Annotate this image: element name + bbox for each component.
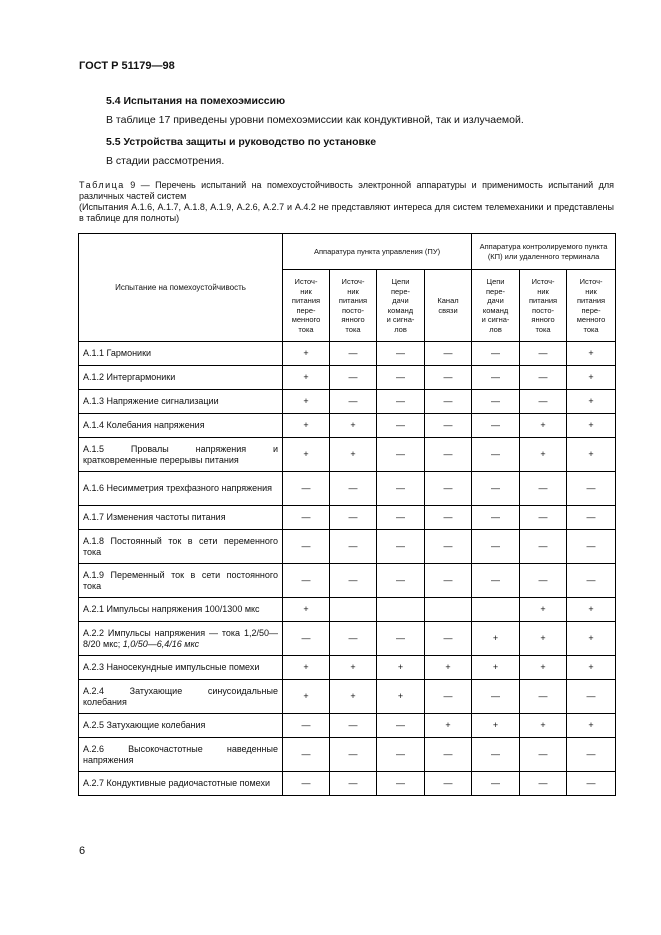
value-cell: + xyxy=(283,598,330,622)
row-label-text: А.1.8 Постоянный ток в сети переменного тока xyxy=(83,535,278,557)
row-label xyxy=(79,414,283,438)
value-cell: — xyxy=(377,366,425,390)
value-cell: — xyxy=(283,714,330,738)
table-row xyxy=(79,598,616,622)
value-cell: — xyxy=(330,772,377,796)
value-cell: + xyxy=(520,714,567,738)
value-cell: — xyxy=(520,564,567,598)
value-cell: — xyxy=(472,680,520,714)
section-5-4-text: В таблице 17 приведены уровни помехоэмиссии как кондуктивной, так и излучаемой. xyxy=(106,114,524,126)
value-cell: — xyxy=(425,564,472,598)
value-cell: + xyxy=(283,390,330,414)
row-label xyxy=(79,530,283,564)
value-cell: — xyxy=(377,472,425,506)
row-label xyxy=(79,714,283,738)
header-test-name: Испытание на помехоустойчивость xyxy=(79,234,283,342)
row-label xyxy=(79,366,283,390)
row-label xyxy=(79,342,283,366)
value-cell: + xyxy=(283,438,330,472)
row-label xyxy=(79,506,283,530)
subheader-cell: Цепи пере- дачи команд и сигна- лов xyxy=(377,270,425,342)
value-cell: — xyxy=(283,472,330,506)
value-cell: + xyxy=(567,342,616,366)
value-cell: + xyxy=(472,714,520,738)
table-row xyxy=(79,438,616,472)
value-cell: — xyxy=(377,772,425,796)
value-cell: + xyxy=(472,656,520,680)
row-label-text: А.2.3 Наносекундные импульсные помехи xyxy=(83,662,260,672)
value-cell: + xyxy=(520,414,567,438)
value-cell xyxy=(472,598,520,622)
value-cell: — xyxy=(520,680,567,714)
table-row xyxy=(79,506,616,530)
value-cell: + xyxy=(567,438,616,472)
value-cell: + xyxy=(520,598,567,622)
value-cell xyxy=(425,598,472,622)
value-cell: — xyxy=(567,564,616,598)
subheader-cell: Источ- ник питания пере- менного тока xyxy=(283,270,330,342)
row-label-text: А.1.7 Изменения частоты питания xyxy=(83,512,226,522)
table-row xyxy=(79,714,616,738)
value-cell: — xyxy=(425,506,472,530)
table-row xyxy=(79,738,616,772)
value-cell: — xyxy=(472,438,520,472)
value-cell: — xyxy=(377,622,425,656)
table-row xyxy=(79,772,616,796)
row-label-italic-text: 1,0/50—6,4/16 мкс xyxy=(122,638,200,649)
section-5-4-heading: 5.4 Испытания на помехоэмиссию xyxy=(106,95,286,107)
row-label-text: А.2.6 Высокочастотные наведенные напряжения xyxy=(83,743,278,765)
value-cell: + xyxy=(283,680,330,714)
value-cell: — xyxy=(567,530,616,564)
value-cell: — xyxy=(283,506,330,530)
emc-tests-table xyxy=(78,233,616,796)
table-caption-note: (Испытания А.1.6, А.1.7, А.1.8, А.1.9, А.2.6, А.2.7 и А.4.2 не представляют интереса для систем телемеханики и представлены в таблице для полноты) xyxy=(79,202,614,223)
value-cell xyxy=(377,598,425,622)
subheader-cell: Цепи пере- дачи команд и сигна- лов xyxy=(472,270,520,342)
row-label xyxy=(79,680,283,714)
value-cell: — xyxy=(330,622,377,656)
value-cell: — xyxy=(520,390,567,414)
value-cell: + xyxy=(283,366,330,390)
value-cell: — xyxy=(330,564,377,598)
value-cell: — xyxy=(377,738,425,772)
row-label-text: А.2.2 Импульсы напряжения — тока 1,2/50—8/20 мкс; xyxy=(83,627,278,649)
value-cell: — xyxy=(520,738,567,772)
value-cell: — xyxy=(472,366,520,390)
value-cell: — xyxy=(425,366,472,390)
row-label-text: А.2.1 Импульсы напряжения 100/1300 мкс xyxy=(83,604,260,614)
row-label-text: А.2.7 Кондуктивные радиочастотные помехи xyxy=(83,778,270,788)
value-cell: — xyxy=(567,472,616,506)
table-row xyxy=(79,472,616,506)
row-label xyxy=(79,598,283,622)
value-cell: — xyxy=(283,622,330,656)
value-cell: — xyxy=(472,414,520,438)
table-row xyxy=(79,564,616,598)
table-row xyxy=(79,656,616,680)
value-cell: — xyxy=(283,738,330,772)
subheader-cell: Канал связи xyxy=(425,270,472,342)
value-cell: + xyxy=(567,656,616,680)
value-cell: + xyxy=(377,656,425,680)
row-label xyxy=(79,772,283,796)
value-cell: + xyxy=(472,622,520,656)
value-cell: — xyxy=(567,680,616,714)
value-cell: — xyxy=(520,366,567,390)
value-cell: — xyxy=(520,472,567,506)
value-cell: — xyxy=(377,714,425,738)
value-cell: — xyxy=(472,472,520,506)
value-cell: — xyxy=(377,506,425,530)
value-cell: + xyxy=(330,656,377,680)
row-label xyxy=(79,738,283,772)
row-label xyxy=(79,656,283,680)
value-cell: — xyxy=(330,366,377,390)
row-label-text: А.2.5 Затухающие колебания xyxy=(83,720,206,730)
value-cell: — xyxy=(377,530,425,564)
value-cell: — xyxy=(283,772,330,796)
value-cell: + xyxy=(567,714,616,738)
row-label-text: А.1.3 Напряжение сигнализации xyxy=(83,396,219,406)
value-cell: — xyxy=(330,738,377,772)
subheader-cell: Источ- ник питания посто- янного тока xyxy=(330,270,377,342)
value-cell: — xyxy=(425,342,472,366)
row-label xyxy=(79,472,283,506)
value-cell: — xyxy=(377,390,425,414)
row-label-text: А.1.9 Переменный ток в сети постоянного тока xyxy=(83,569,278,591)
value-cell: — xyxy=(377,342,425,366)
value-cell: — xyxy=(520,772,567,796)
table-row xyxy=(79,680,616,714)
value-cell: — xyxy=(472,530,520,564)
subheader-cell: Источ- ник питания посто- янного тока xyxy=(520,270,567,342)
value-cell: — xyxy=(472,564,520,598)
value-cell: — xyxy=(472,506,520,530)
value-cell: — xyxy=(425,622,472,656)
header-group-pu: Аппаратура пункта управления (ПУ) xyxy=(283,234,472,270)
value-cell: + xyxy=(330,438,377,472)
table-caption-text: 9 — Перечень испытаний на помехоустойчивость электронной аппаратуры и применимость испытаний для различных частей систем xyxy=(79,180,614,201)
value-cell: — xyxy=(472,342,520,366)
value-cell: — xyxy=(425,414,472,438)
row-label xyxy=(79,622,283,656)
row-label-text: А.1.2 Интергармоники xyxy=(83,372,176,382)
value-cell: — xyxy=(520,530,567,564)
table-caption xyxy=(79,180,614,224)
value-cell: + xyxy=(520,656,567,680)
value-cell: — xyxy=(283,530,330,564)
value-cell: — xyxy=(330,530,377,564)
value-cell: — xyxy=(472,390,520,414)
page-number: 6 xyxy=(79,845,86,857)
value-cell: + xyxy=(330,680,377,714)
value-cell: — xyxy=(330,472,377,506)
value-cell: + xyxy=(520,438,567,472)
value-cell: — xyxy=(472,738,520,772)
document-header: ГОСТ Р 51179—98 xyxy=(79,60,175,72)
value-cell: — xyxy=(330,342,377,366)
value-cell: — xyxy=(330,506,377,530)
value-cell: — xyxy=(377,438,425,472)
value-cell: — xyxy=(330,390,377,414)
value-cell: + xyxy=(567,598,616,622)
value-cell: — xyxy=(425,772,472,796)
value-cell: — xyxy=(377,564,425,598)
value-cell: — xyxy=(520,342,567,366)
table-caption-title xyxy=(79,180,614,202)
table-row xyxy=(79,622,616,656)
table-row xyxy=(79,414,616,438)
value-cell: — xyxy=(567,772,616,796)
value-cell: + xyxy=(283,342,330,366)
value-cell: — xyxy=(283,564,330,598)
value-cell: — xyxy=(330,714,377,738)
value-cell: — xyxy=(425,680,472,714)
value-cell: + xyxy=(377,680,425,714)
row-label xyxy=(79,390,283,414)
value-cell: — xyxy=(520,506,567,530)
value-cell: + xyxy=(567,366,616,390)
table-row xyxy=(79,366,616,390)
value-cell: + xyxy=(567,390,616,414)
row-label xyxy=(79,564,283,598)
value-cell: — xyxy=(425,390,472,414)
value-cell: + xyxy=(520,622,567,656)
value-cell: — xyxy=(425,438,472,472)
table-body xyxy=(79,342,616,796)
section-5-5-heading: 5.5 Устройства защиты и руководство по установке xyxy=(106,136,377,148)
row-label-text: А.1.4 Колебания напряжения xyxy=(83,420,205,430)
value-cell: — xyxy=(425,472,472,506)
value-cell: — xyxy=(425,738,472,772)
value-cell: + xyxy=(567,622,616,656)
value-cell: — xyxy=(425,530,472,564)
value-cell: + xyxy=(283,414,330,438)
table-row xyxy=(79,342,616,366)
row-label-text: А.1.1 Гармоники xyxy=(83,348,152,358)
header-group-kp: Аппаратура контролируемого пункта (КП) или удаленного терминала xyxy=(472,234,616,270)
value-cell: — xyxy=(377,414,425,438)
value-cell: — xyxy=(472,772,520,796)
value-cell: + xyxy=(330,414,377,438)
value-cell: — xyxy=(567,738,616,772)
row-label xyxy=(79,438,283,472)
value-cell: + xyxy=(425,656,472,680)
value-cell: + xyxy=(567,414,616,438)
value-cell: — xyxy=(567,506,616,530)
value-cell xyxy=(330,598,377,622)
table-row xyxy=(79,390,616,414)
table-caption-prefix: Таблица xyxy=(79,180,125,190)
table-header xyxy=(79,234,616,342)
table-row xyxy=(79,530,616,564)
value-cell: + xyxy=(425,714,472,738)
value-cell: + xyxy=(283,656,330,680)
row-label-text: А.1.5 Провалы напряжения и кратковременные перерывы питания xyxy=(83,443,278,465)
row-label-text: А.1.6 Несимметрия трехфазного напряжения xyxy=(83,483,273,493)
section-5-5-text: В стадии рассмотрения. xyxy=(106,155,225,167)
subheader-cell: Источ- ник питания пере- менного тока xyxy=(567,270,616,342)
row-label-text: А.2.4 Затухающие синусоидальные колебания xyxy=(83,685,278,707)
